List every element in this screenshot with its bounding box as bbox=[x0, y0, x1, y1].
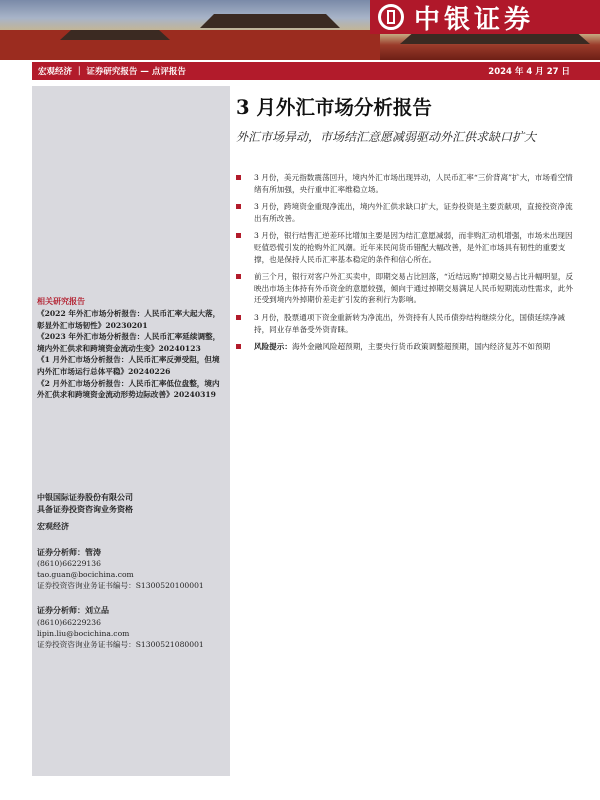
key-points-list bbox=[236, 172, 576, 359]
analyst-title: 证券分析师：管涛 bbox=[37, 546, 101, 557]
key-point-text: 3 月份，美元指数震荡回升，境内外汇市场出现异动，人民币汇率“三价背离”扩大，市场看空情绪有所加强，央行重申汇率维稳立场。 bbox=[254, 173, 573, 194]
key-point bbox=[236, 230, 576, 265]
related-report-item[interactable]: 《2 月外汇市场分析报告：人民币汇率低位盘整，境内外汇供求和跨境资金流动形势边际改善》20240319 bbox=[37, 378, 220, 400]
risk-warning-text: 海外金融风险超预期，主要央行货币政策调整超预期，国内经济复苏不如预期 bbox=[291, 342, 551, 352]
bullet-square-icon bbox=[236, 274, 241, 279]
related-reports-heading: 相关研究报告 bbox=[37, 297, 85, 306]
analyst-block bbox=[37, 547, 227, 592]
risk-warning bbox=[236, 341, 576, 353]
key-point-text: 3 月份，股票通项下资金重新转为净流出，外资持有人民币债券结构继续分化，国债延续净减持，同业存单备受外资青睐。 bbox=[254, 312, 565, 334]
analyst-email[interactable]: lipin.liu@bocichina.com bbox=[37, 628, 130, 638]
palace-roof-right bbox=[400, 34, 590, 44]
logo-text: 中银证券 bbox=[414, 4, 535, 35]
bullet-square-icon bbox=[236, 175, 241, 180]
header-banner bbox=[0, 0, 600, 60]
analyst-license: 证券投资咨询业务证书编号：S1300520100001 bbox=[37, 581, 204, 590]
sidebar-panel bbox=[32, 86, 230, 776]
key-point bbox=[236, 271, 576, 306]
report-title: 3 月外汇市场分析报告 bbox=[236, 96, 432, 119]
key-point-text: 前三个月，银行对客户外汇买卖中，即期交易占比回落，“近结远购”掉期交易占比升幅明显，反映出市场主体持有外币资金的意愿较强，倾向于通过掉期交易满足人民币短期流动性需求，此外还受到境内外掉期价差走扩引发的套利行为影响。 bbox=[254, 272, 574, 305]
report-date: 2024 年 4 月 27 日 bbox=[488, 67, 570, 77]
related-reports-list bbox=[37, 308, 225, 401]
company-logo bbox=[370, 0, 600, 34]
key-point bbox=[236, 312, 576, 335]
related-report-item[interactable]: 《2022 年外汇市场分析报告：人民币汇率大起大落，彰显外汇市场韧性》20230201 bbox=[37, 309, 221, 330]
palace-wall bbox=[0, 30, 380, 60]
palace-roof-left bbox=[60, 30, 170, 40]
key-point-text: 3 月份，跨境资金重现净流出，境内外汇供求缺口扩大，证券投资是主要贡献项，直接投资净流出有所改善。 bbox=[254, 202, 573, 223]
company-name: 中银国际证券股份有限公司 bbox=[37, 492, 133, 502]
report-category: 宏观经济 bbox=[37, 521, 69, 531]
analyst-title: 证券分析师：刘立品 bbox=[37, 605, 109, 615]
company-info bbox=[37, 492, 227, 650]
section-label: 宏观经济 ｜ 证券研究报告 — 点评报告 bbox=[38, 67, 186, 77]
related-report-item[interactable]: 《2023 年外汇市场分析报告：人民币汇率延续调整，境内外汇供求和跨境资金流动生变》20240123 bbox=[37, 332, 221, 353]
analyst-email[interactable]: tao.guan@bocichina.com bbox=[37, 570, 134, 579]
bullet-square-icon bbox=[236, 233, 241, 238]
key-point bbox=[236, 201, 576, 224]
analyst-license: 证券投资咨询业务证书编号：S1300521080001 bbox=[37, 639, 204, 649]
company-qualification: 具备证券投资咨询业务资格 bbox=[37, 503, 133, 514]
key-point-text: 3 月份，银行结售汇逆差环比增加主要是因为结汇意愿减弱，而非购汇动机增强，市场未出现因贬值恐慌引发的抢购外汇风潮。近年来民间货币错配大幅改善，是外汇市场具有韧性的重要支撑，也是保持人民币汇率基本稳定的条件和信心所在。 bbox=[254, 231, 573, 264]
key-point bbox=[236, 172, 576, 195]
palace-roof bbox=[200, 14, 340, 28]
report-subtitle: 外汇市场异动，市场结汇意愿减弱驱动外汇供求缺口扩大 bbox=[236, 130, 537, 144]
boc-logo-icon bbox=[378, 4, 404, 30]
section-band bbox=[32, 62, 600, 80]
analyst-phone: (8610)66229136 bbox=[37, 559, 101, 568]
bullet-square-icon bbox=[236, 315, 241, 320]
bullet-square-icon bbox=[236, 204, 241, 209]
bullet-square-icon bbox=[236, 344, 241, 349]
analyst-block bbox=[37, 605, 227, 650]
risk-warning-lead: 风险提示： bbox=[254, 342, 292, 352]
analyst-phone: (8610)66229236 bbox=[37, 617, 101, 627]
related-report-item[interactable]: 《1 月外汇市场分析报告：人民币汇率反弹受阻，但境内外汇市场运行总体平稳》20240226 bbox=[37, 355, 220, 376]
